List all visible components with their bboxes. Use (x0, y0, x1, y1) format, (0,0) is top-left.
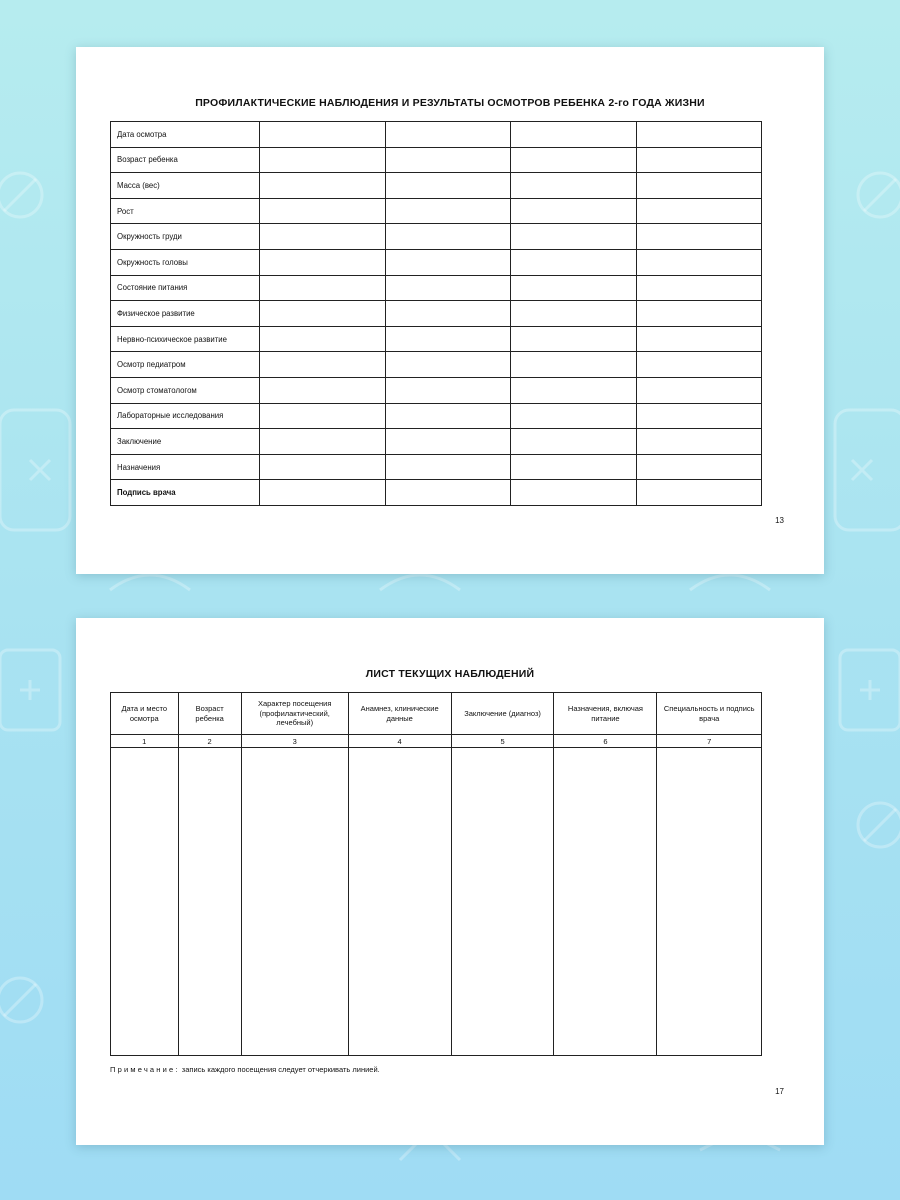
entry-cell[interactable] (554, 748, 657, 1056)
row-label: Масса (вес) (111, 173, 260, 199)
entry-cell[interactable] (385, 224, 511, 250)
entry-cell[interactable] (636, 301, 762, 327)
entry-cell[interactable] (451, 748, 554, 1056)
entry-cell[interactable] (385, 377, 511, 403)
current-observations-table (110, 692, 762, 1056)
entry-cell[interactable] (636, 249, 762, 275)
entry-cell[interactable] (511, 326, 637, 352)
entry-cell[interactable] (657, 748, 762, 1056)
entry-cell[interactable] (636, 352, 762, 378)
entry-cell[interactable] (260, 122, 386, 148)
column-number: 3 (241, 735, 348, 748)
note-label: Примечание: (110, 1065, 180, 1074)
column-number: 7 (657, 735, 762, 748)
row-label: Осмотр стоматологом (111, 377, 260, 403)
entry-cell[interactable] (511, 352, 637, 378)
entry-cell[interactable] (385, 429, 511, 455)
page-number: 17 (775, 1087, 784, 1096)
entry-cell[interactable] (511, 403, 637, 429)
column-header: Назначения, включая питание (554, 693, 657, 735)
table-row (111, 147, 762, 173)
entry-cell[interactable] (636, 454, 762, 480)
entry-cell[interactable] (511, 454, 637, 480)
row-label: Заключение (111, 429, 260, 455)
row-label: Лабораторные исследования (111, 403, 260, 429)
row-label: Физическое развитие (111, 301, 260, 327)
entry-cell[interactable] (636, 326, 762, 352)
entry-cell[interactable] (636, 224, 762, 250)
entry-cell[interactable] (385, 249, 511, 275)
entry-cell[interactable] (385, 326, 511, 352)
entry-cell[interactable] (385, 352, 511, 378)
column-header: Характер посещения (профилактический, лечебный) (241, 693, 348, 735)
table-row (111, 454, 762, 480)
column-header: Заключение (диагноз) (451, 693, 554, 735)
entry-cell[interactable] (385, 403, 511, 429)
column-header: Дата и место осмотра (111, 693, 179, 735)
page-number: 13 (775, 516, 784, 525)
entry-cell[interactable] (385, 173, 511, 199)
row-label: Состояние питания (111, 275, 260, 301)
row-label: Окружность головы (111, 249, 260, 275)
table-row (111, 480, 762, 506)
entry-cell[interactable] (636, 403, 762, 429)
entry-cell[interactable] (511, 429, 637, 455)
entry-cell[interactable] (385, 198, 511, 224)
table-row (111, 301, 762, 327)
entry-cell[interactable] (511, 249, 637, 275)
note-text: запись каждого посещения следует отчеркивать линией. (179, 1065, 380, 1074)
entry-cell[interactable] (511, 198, 637, 224)
row-label: Подпись врача (111, 480, 260, 506)
row-label: Возраст ребенка (111, 147, 260, 173)
entry-cell[interactable] (260, 224, 386, 250)
row-label: Назначения (111, 454, 260, 480)
column-number: 6 (554, 735, 657, 748)
footnote (110, 1065, 380, 1074)
entry-cell[interactable] (260, 480, 386, 506)
entry-cell[interactable] (260, 275, 386, 301)
entry-cell[interactable] (511, 147, 637, 173)
entry-cell[interactable] (241, 748, 348, 1056)
column-header: Возраст ребенка (178, 693, 241, 735)
entry-cell[interactable] (260, 403, 386, 429)
row-label: Окружность груди (111, 224, 260, 250)
entry-cell[interactable] (511, 377, 637, 403)
table-row (111, 429, 762, 455)
entry-cell[interactable] (260, 198, 386, 224)
page-title: ПРОФИЛАКТИЧЕСКИЕ НАБЛЮДЕНИЯ И РЕЗУЛЬТАТЫ ОСМОТРОВ РЕБЕНКА 2-го ГОДА ЖИЗНИ (195, 97, 705, 109)
entry-cell[interactable] (385, 122, 511, 148)
table-row (111, 122, 762, 148)
entry-cell[interactable] (511, 275, 637, 301)
entry-cell[interactable] (636, 480, 762, 506)
page-13 (76, 47, 824, 574)
column-number: 2 (178, 735, 241, 748)
page-title: ЛИСТ ТЕКУЩИХ НАБЛЮДЕНИЙ (365, 668, 535, 680)
entry-cell[interactable] (636, 147, 762, 173)
table-row (111, 275, 762, 301)
entry-cell[interactable] (178, 748, 241, 1056)
table-row (111, 224, 762, 250)
entry-cell[interactable] (260, 147, 386, 173)
observation-table (110, 121, 762, 506)
table-row (111, 377, 762, 403)
table-row (111, 326, 762, 352)
entry-cell[interactable] (385, 454, 511, 480)
entry-cell[interactable] (636, 198, 762, 224)
entry-cell[interactable] (511, 122, 637, 148)
entry-cell[interactable] (111, 748, 179, 1056)
entry-cell[interactable] (385, 301, 511, 327)
table-row (111, 249, 762, 275)
entry-cell[interactable] (260, 326, 386, 352)
entry-cell[interactable] (260, 249, 386, 275)
entry-cell[interactable] (511, 173, 637, 199)
row-label: Осмотр педиатром (111, 352, 260, 378)
column-number: 1 (111, 735, 179, 748)
entry-cell[interactable] (260, 454, 386, 480)
table-row (111, 173, 762, 199)
entry-cell[interactable] (260, 301, 386, 327)
entry-cell[interactable] (348, 748, 451, 1056)
entry-cell[interactable] (511, 480, 637, 506)
table-row (111, 352, 762, 378)
entry-cell[interactable] (260, 429, 386, 455)
page-17 (76, 618, 824, 1145)
entry-cell[interactable] (385, 480, 511, 506)
entry-cell[interactable] (636, 275, 762, 301)
entry-cell[interactable] (260, 352, 386, 378)
column-number: 5 (451, 735, 554, 748)
entry-cell[interactable] (260, 173, 386, 199)
entry-cell[interactable] (636, 122, 762, 148)
table-row (111, 198, 762, 224)
entry-cell[interactable] (385, 147, 511, 173)
entry-cell[interactable] (511, 301, 637, 327)
entry-cell[interactable] (511, 224, 637, 250)
column-header: Специальность и подпись врача (657, 693, 762, 735)
entry-cell[interactable] (385, 275, 511, 301)
column-number: 4 (348, 735, 451, 748)
row-label: Нервно-психическое развитие (111, 326, 260, 352)
entry-cell[interactable] (636, 429, 762, 455)
entry-cell[interactable] (260, 377, 386, 403)
entry-cell[interactable] (636, 377, 762, 403)
row-label: Дата осмотра (111, 122, 260, 148)
table-row (111, 403, 762, 429)
entry-cell[interactable] (636, 173, 762, 199)
row-label: Рост (111, 198, 260, 224)
column-header: Анамнез, клинические данные (348, 693, 451, 735)
